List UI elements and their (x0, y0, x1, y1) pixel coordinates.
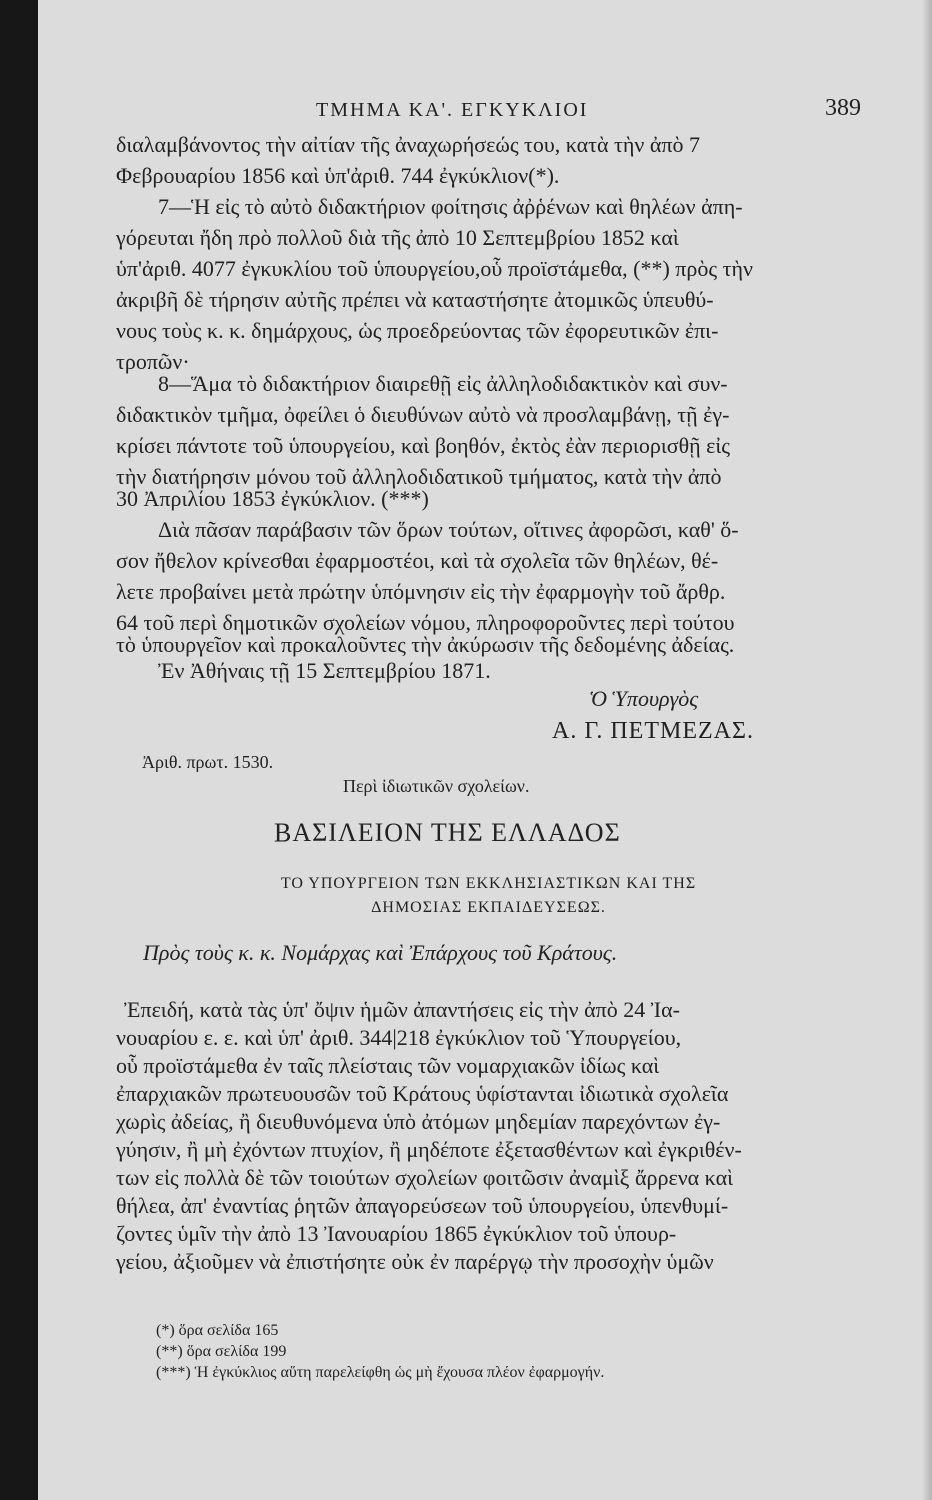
running-title: ΤΜΗΜΑ ΚΑ'. ΕΓΚΥΚΛΙΟΙ (316, 99, 589, 121)
letter-line: γείου, ἀξιοῦμεν νὰ ἐπιστήσητε οὐκ ἐν παρέργῳ τὴν προσοχὴν ὑμῶν (116, 1249, 714, 1274)
book-page (38, 0, 932, 1500)
text-line: τὴν διατήρησιν μόνου τοῦ ἀλληλοδιδατικοῦ τμήματος, κατὰ τὴν ἀπὸ (116, 464, 722, 489)
address-line: Πρὸς τοὺς κ. κ. Νομάρχας καὶ Ἐπάρχους τοῦ Κράτους. (143, 940, 618, 965)
text-line: ἀκριβῆ δὲ τήρησιν αὐτῆς πρέπει νὰ καταστήσητε ἀτομικῶς ὑπευθύ- (116, 287, 714, 312)
text-line: Φεβρουαρίου 1856 καὶ ὑπ'ἀριθ. 744 ἐγκύκλιον(*). (116, 163, 560, 188)
letter-line: γύησιν, ἢ μὴ ἐχόντων πτυχίον, ἢ μηδέποτε ἐξετασθέντων καὶ ἐγκριθέν- (116, 1137, 742, 1162)
footnote: (**) ὅρα σελίδα 199 (156, 1343, 287, 1360)
text-line: τροπῶν· (116, 349, 190, 374)
ministry-heading-line1: ΤΟ ΥΠΟΥΡΓΕΙΟΝ ΤΩΝ ΕΚΚΛΗΣΙΑΣΤΙΚΩΝ ΚΑΙ ΤΗΣ (280, 875, 697, 892)
text-line: τὸ ὑπουργεῖον καὶ προκαλοῦντες τὴν ἀκύρωσιν τῆς δεδομένης ἀδείας. (116, 632, 735, 657)
letter-line: ζοντες ὑμῖν τὴν ἀπὸ 13 Ἰανουαρίου 1865 ἐγκύκλιον τοῦ ὑπουρ- (116, 1221, 677, 1246)
text-line: λετε προβαίνει μετὰ πρώτην ὑπόμνησιν εἰς τὴν ἐφαρμογὴν τοῦ ἄρθρ. (116, 579, 726, 604)
text-line: διαλαμβάνοντος τὴν αἰτίαν τῆς ἀναχωρήσεώς του, κατὰ τὴν ἀπὸ 7 (116, 132, 700, 157)
running-head (116, 95, 861, 127)
text-line: κρίσει πάντοτε τοῦ ὑπουργείου, καὶ βοηθόν, ἐκτὸς ἐὰν περιορισθῇ εἰς (116, 433, 731, 458)
letter-line: Ἐπειδή, κατὰ τὰς ὑπ' ὄψιν ἡμῶν ἀπαντήσεις εἰς τὴν ἀπὸ 24 Ἰα- (124, 997, 680, 1022)
letter-line: των εἰς πολλὰ δὲ τῶν τοιούτων σχολείων φοιτῶσιν ἀναμὶξ ἄρρενα καὶ (116, 1165, 734, 1190)
ministry-heading-line2: ΔΗΜΟΣΙΑΣ ΕΚΠΑΙΔΕΥΣΕΩΣ. (371, 899, 606, 916)
text-line: Διὰ πᾶσαν παράβασιν τῶν ὅρων τούτων, οἵτινες ἀφορῶσι, καθ' ὅ- (158, 517, 739, 542)
signature-name: Α. Γ. ΠΕΤΜΕΖΑΣ. (552, 718, 754, 744)
text-line: ὑπ'ἀριθ. 4077 ἐγκυκλίου τοῦ ὑπουργείου,οὗ προϊστάμεθα, (**) πρὸς τὴν (116, 256, 753, 281)
page-number: 389 (825, 95, 861, 121)
kingdom-heading: ΒΑΣΙΛΕΙΟΝ ΤΗΣ ΕΛΛΑΔΟΣ (274, 818, 621, 847)
letter-line: χωρὶς ἀδείας, ἢ διευθυνόμενα ὑπὸ ἀτόμων μηδεμίαν παρεχόντων ἐγ- (116, 1109, 721, 1134)
page-edge-shadow (922, 0, 932, 1500)
text-line: 8—Ἅμα τὸ διδακτήριον διαιρεθῇ εἰς ἀλληλοδιδακτικὸν καὶ συν- (158, 371, 728, 396)
text-line: διδακτικὸν τμῆμα, ὀφείλει ὁ διευθύνων αὐτὸ νὰ προσλαμβάνῃ, τῇ ἐγ- (116, 402, 730, 427)
footnote: (***) Ἡ ἐγκύκλιος αὕτη παρελείφθη ὡς μὴ ἔχουσα πλέον ἐφαρμογήν. (156, 1364, 605, 1381)
letter-line: ἐπαρχιακῶν πρωτευουσῶν τοῦ Κράτους ὑφίστανται ἰδιωτικὰ σχολεῖα (116, 1081, 729, 1106)
text-line: σον ἤθελον κρίνεσθαι ἐφαρμοστέοι, καὶ τὰ σχολεῖα τῶν θηλέων, θέ- (116, 548, 719, 573)
date-line: Ἐν Ἀθήναις τῇ 15 Σεπτεμβρίου 1871. (158, 658, 491, 683)
letter-line: οὗ προϊστάμεθα ἐν ταῖς πλείσταις τῶν νομαρχιακῶν ἰδίως καὶ (116, 1053, 660, 1078)
letter-line: νουαρίου ε. ε. καὶ ὑπ' ἀριθ. 344|218 ἐγκύκλιον τοῦ Ὑπουργείου, (116, 1025, 682, 1050)
letter-line: θήλεα, ἀπ' ἐναντίας ῥητῶν ἀπαγορεύσεων τοῦ ὑπουργείου, ὑπενθυμί- (116, 1193, 729, 1218)
protocol-number: Ἀριθ. πρωτ. 1530. (142, 752, 274, 772)
text-line: 30 Ἀπριλίου 1853 ἐγκύκλιον. (***) (116, 486, 429, 511)
text-line: 64 τοῦ περὶ δημοτικῶν σχολείων νόμου, πληροφοροῦντες περὶ τούτου (116, 610, 735, 635)
footnote: (*) ὅρα σελίδα 165 (156, 1322, 279, 1339)
text-line: γόρευται ἤδη πρὸ πολλοῦ διὰ τῆς ἀπὸ 10 Σεπτεμβρίου 1852 καὶ (116, 225, 679, 250)
signature-role: Ὁ Ὑπουργὸς (589, 686, 699, 711)
text-line: 7—Ἡ εἰς τὸ αὐτὸ διδακτήριον φοίτησις ἀῤῥένων καὶ θηλέων ἀπη- (158, 194, 743, 219)
text-line: νους τοὺς κ. κ. δημάρχους, ὡς προεδρεύοντας τῶν ἐφορευτικῶν ἐπι- (116, 318, 719, 343)
topic-heading: Περὶ ἰδιωτικῶν σχολείων. (343, 776, 530, 796)
